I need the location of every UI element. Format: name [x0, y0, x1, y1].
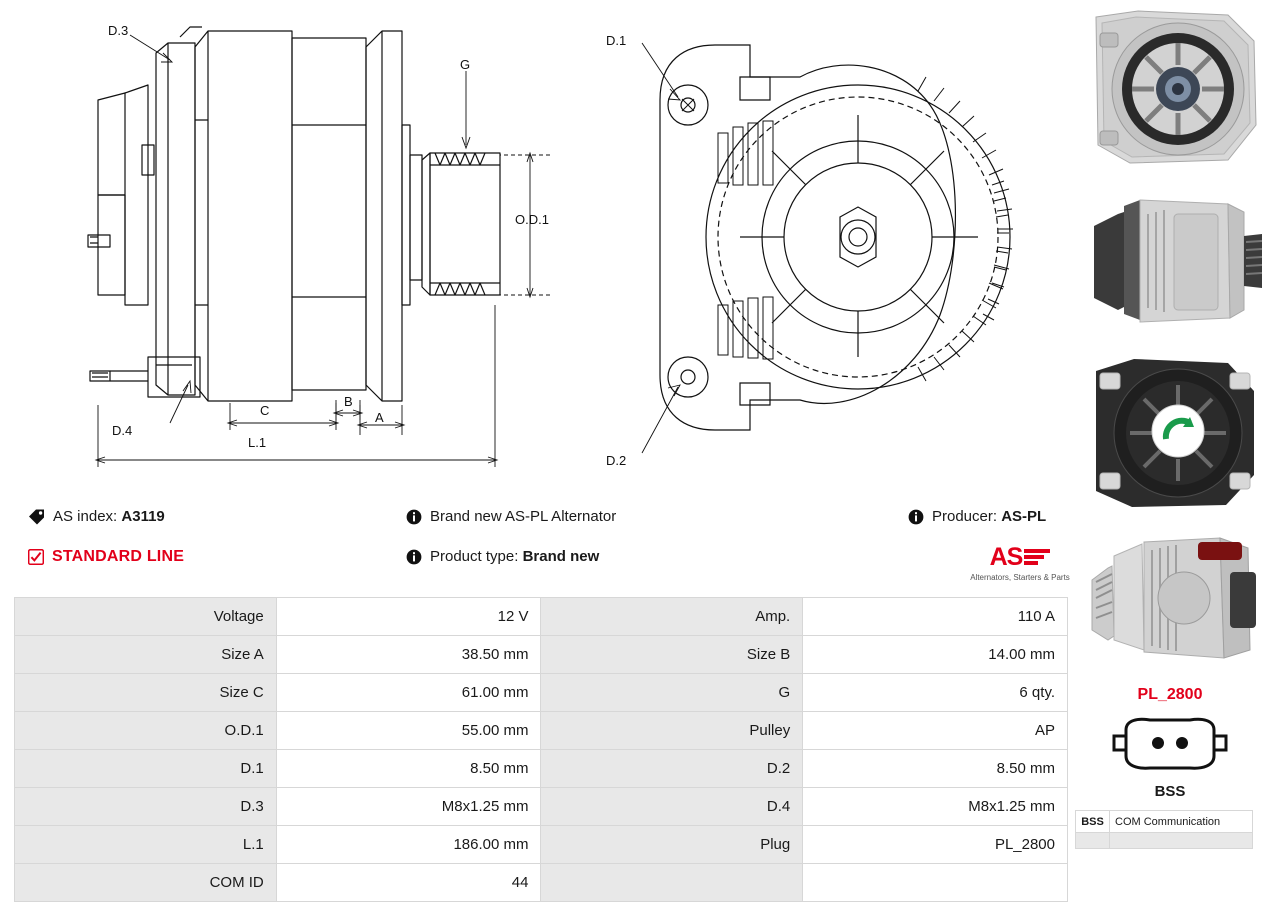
producer-label: Producer: [932, 508, 998, 525]
alternator-side-view-drawing [30, 5, 550, 485]
spec-value: 8.50 mm [276, 750, 541, 788]
product-photo-side[interactable] [1078, 178, 1268, 343]
table-row [15, 636, 1068, 674]
product-type-row [406, 548, 599, 565]
spec-value-empty [803, 864, 1068, 902]
spec-value: 61.00 mm [276, 674, 541, 712]
spec-key: D.4 [541, 788, 803, 826]
table-row [15, 788, 1068, 826]
product-type-value: Brand new [522, 548, 600, 565]
spec-key: D.2 [541, 750, 803, 788]
spec-value: M8x1.25 mm [276, 788, 541, 826]
label-d2: D.2 [606, 453, 627, 468]
plug-info-block [1075, 686, 1265, 849]
product-photo-front[interactable] [1078, 5, 1268, 170]
product-photo-rear[interactable] [1078, 351, 1268, 516]
as-logo-bars [1024, 545, 1050, 567]
plug-pin-table [1075, 810, 1253, 849]
plug-name: BSS [1154, 783, 1186, 800]
brand-new-row [406, 508, 616, 525]
table-row [15, 826, 1068, 864]
specifications-table [14, 597, 1068, 902]
spec-key: Size A [15, 636, 277, 674]
product-photo-angled[interactable] [1078, 524, 1268, 679]
front-view-svg [600, 5, 1020, 485]
as-logo-tagline: Alternators, Starters & Parts [970, 573, 1070, 582]
spec-key: Size C [15, 674, 277, 712]
product-type-label: Product type: [430, 548, 519, 565]
spec-value: PL_2800 [803, 826, 1068, 864]
label-d3: D.3 [108, 23, 129, 38]
as-index-label: AS index: [53, 508, 118, 525]
spec-key: G [541, 674, 803, 712]
plug-pin-value: COM Communication [1110, 811, 1253, 833]
spec-value: 186.00 mm [276, 826, 541, 864]
table-row [1076, 811, 1253, 833]
spec-key: D.3 [15, 788, 277, 826]
brand-new-text: Brand new AS-PL Alternator [430, 508, 617, 525]
spec-value: 110 A [803, 598, 1068, 636]
info-icon [406, 509, 422, 525]
label-c: C [260, 403, 270, 418]
alternator-front-view-drawing [600, 5, 1020, 485]
label-d4: D.4 [112, 423, 133, 438]
spec-key-empty [541, 864, 803, 902]
spec-value: 6 qty. [803, 674, 1068, 712]
spec-value: AP [803, 712, 1068, 750]
label-b: B [344, 394, 353, 409]
producer-value: AS-PL [1001, 508, 1047, 525]
spec-key: L.1 [15, 826, 277, 864]
table-row [15, 864, 1068, 902]
spec-value: 38.50 mm [276, 636, 541, 674]
as-index-row [28, 508, 165, 525]
standard-line-row [28, 548, 184, 566]
label-l1: L.1 [248, 435, 267, 450]
spec-value: 55.00 mm [276, 712, 541, 750]
side-view-svg [30, 5, 550, 485]
product-info-block [28, 500, 1078, 585]
label-g: G [460, 57, 471, 72]
spec-value: M8x1.25 mm [803, 788, 1068, 826]
table-row-empty [1076, 833, 1253, 849]
spec-key: Size B [541, 636, 803, 674]
label-od1: O.D.1 [515, 212, 549, 227]
table-row [15, 750, 1068, 788]
label-d1: D.1 [606, 33, 627, 48]
technical-drawings [0, 0, 1070, 490]
spec-key: Plug [541, 826, 803, 864]
label-a: A [375, 410, 384, 425]
checkbox-checked-icon [28, 549, 44, 565]
tag-icon [28, 508, 45, 525]
table-row [15, 712, 1068, 750]
standard-line-label: STANDARD LINE [52, 548, 185, 565]
table-row [15, 598, 1068, 636]
spec-key: D.1 [15, 750, 277, 788]
producer-row [908, 508, 1046, 525]
plug-pin-key-empty [1076, 833, 1110, 849]
info-icon [406, 549, 422, 565]
spec-key: Pulley [541, 712, 803, 750]
as-index-value: A3119 [121, 508, 165, 525]
info-icon [908, 509, 924, 525]
plug-pin-key: BSS [1076, 811, 1110, 833]
spec-key: Voltage [15, 598, 277, 636]
spec-key: O.D.1 [15, 712, 277, 750]
as-pl-logo [965, 545, 1075, 582]
spec-value: 12 V [276, 598, 541, 636]
as-logo-mark: AS [989, 543, 1023, 571]
plug-pin-value-empty [1110, 833, 1253, 849]
plug-code: PL_2800 [1137, 686, 1203, 703]
table-row [15, 674, 1068, 712]
spec-value: 14.00 mm [803, 636, 1068, 674]
plug-drawing [1075, 716, 1265, 777]
spec-key: Amp. [541, 598, 803, 636]
spec-value: 44 [276, 864, 541, 902]
spec-value: 8.50 mm [803, 750, 1068, 788]
spec-key: COM ID [15, 864, 277, 902]
